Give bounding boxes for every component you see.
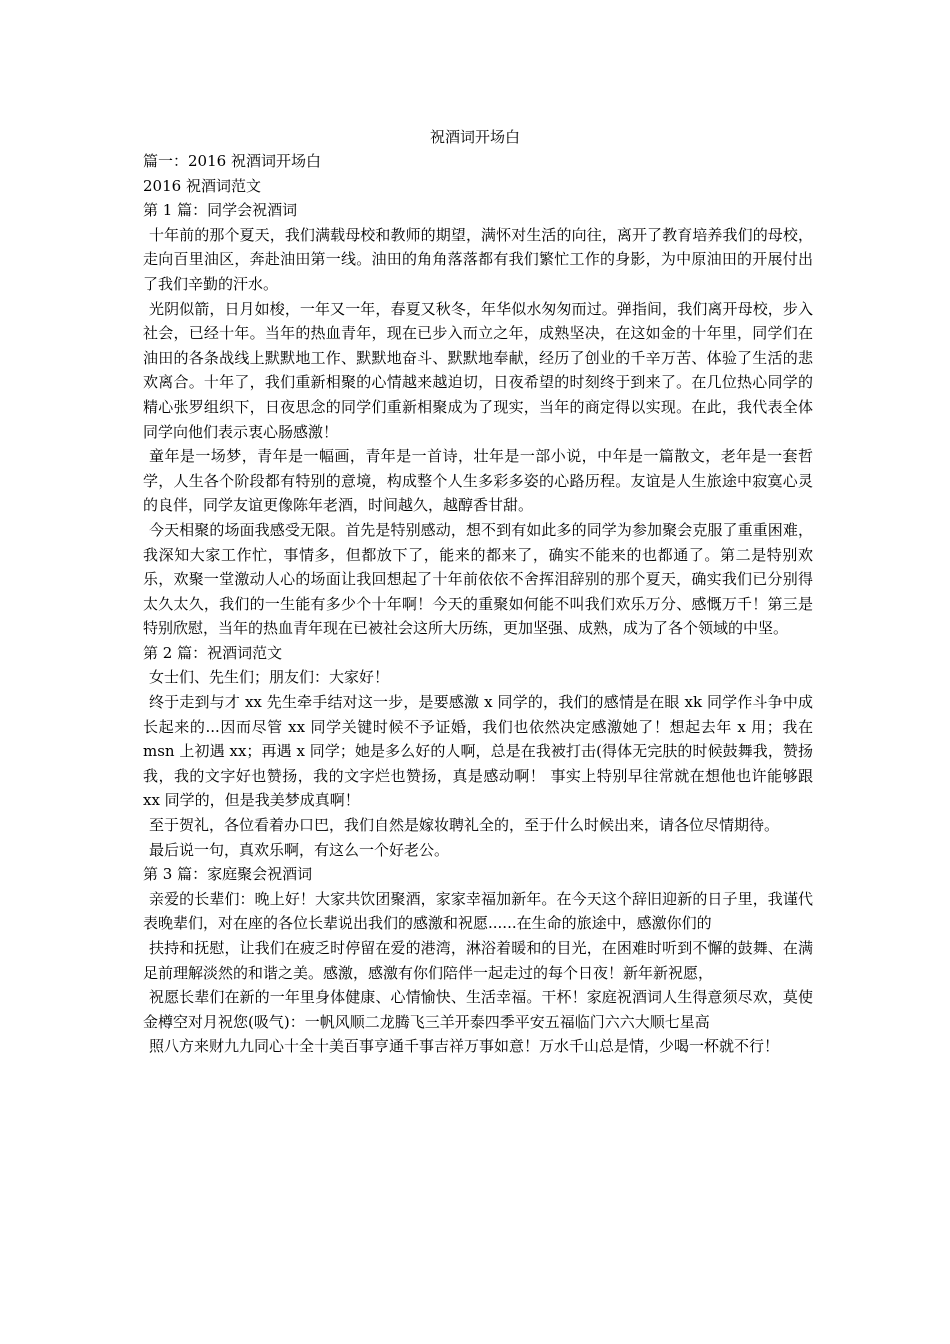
paragraph: 终于走到与才 xx 先生牵手结对这一步，是要感激 x 同学的，我们的感情是在眼 xk 同学作斗争中成长起来的...因而尽管 xx 同学关键时候不予证婚，我们也依然决定感激她了！想起去年 x 用；我在 msn 上初遇 xx；再遇 x 同学；她是多么好的人啊，总是在我被打击(得体无完肤的时候鼓舞我，赞扬我，我的文字好也赞扬，我的文字烂也赞扬，真是感动啊！ 事实上特别早往常就在想他也许能够跟 xx 同学的，但是我美梦成真啊！	[143, 693, 813, 810]
paragraph: 光阴似箭，日月如梭，一年又一年，春夏又秋冬，年华似水匆匆而过。弹指间，我们离开母校，步入社会，已经十年。当年的热血青年，现在已步入而立之年，成熟坚决，在这如金的十年里，同学们在油田的各条战线上默默地工作、默默地奋斗、默默地奉献，经历了创业的千辛万苦、体验了生活的悲欢离合。十年了，我们重新相聚的心情越来越迫切，日夜希望的时刻终于到来了。在几位热心同学的精心张罗组织下，日夜思念的同学们重新相聚成为了现实，当年的商定得以实现。在此，我代表全体同学向他们表示衷心肠感激！	[143, 299, 813, 441]
heading-part-one: 篇一：2016 祝酒词开场白	[143, 152, 321, 170]
paragraph: 今天相聚的场面我感受无限。首先是特别感动，想不到有如此多的同学为参加聚会克服了重重困难，我深知大家工作忙，事情多，但都放下了，能来的都来了，确实不能来的也都通了。第二是特别欢乐，欢聚一堂激动人心的场面让我回想起了十年前依依不舍挥泪辞别的那个夏天，确实我们已分别得太久太久，我们的一生能有多少个十年啊！今天的重聚如何能不叫我们欢乐万分、感慨万千！第三是特别欣慰，当年的热血青年现在已被社会这所大历练，更加坚强、成熟，成为了各个领域的中坚。	[143, 520, 813, 638]
paragraph: 十年前的那个夏天，我们满载母校和教师的期望，满怀对生活的向往，离开了教育培养我们的母校，走向百里油区，奔赴油田第一线。油田的角角落落都有我们繁忙工作的身影，为中原油田的开展付出了我们辛勤的汗水。	[143, 225, 813, 293]
paragraph: 最后说一句，真欢乐啊，有这么一个好老公。	[149, 840, 450, 859]
paragraph: 女士们、先生们；朋友们：大家好！	[149, 668, 390, 687]
paragraph: 童年是一场梦，青年是一幅画，青年是一首诗，壮年是一部小说，中年是一篇散文，老年是一套哲学，人生各个阶段都有特别的意境，构成整个人生多彩多姿的心路历程。友谊是人生旅途中寂寞心灵的良伴，同学友谊更像陈年老酒，时间越久，越醇香甘甜。	[143, 447, 813, 515]
paragraph: 照八方来财九九同心十全十美百事亨通千事吉祥万事如意！万水千山总是情，少喝一杯就不行！	[149, 1037, 780, 1056]
document-body	[143, 149, 813, 1059]
section-heading-3: 第 3 篇：家庭聚会祝酒词	[143, 865, 313, 884]
heading-collection: 2016 祝酒词范文	[143, 176, 261, 195]
document-title: 祝酒词开场白	[429, 128, 520, 146]
paragraph: 至于贺礼，各位看着办口巴，我们自然是嫁妆聘礼全的，至于什么时候出来，请各位尽情期待。	[149, 816, 780, 835]
section-heading-1: 第 1 篇：同学会祝酒词	[143, 201, 298, 220]
paragraph: 祝愿长辈们在新的一年里身体健康、心情愉快、生活幸福。干杯！家庭祝酒词人生得意须尽欢，莫使金樽空对月祝您(吸气)：一帆风顺二龙腾飞三羊开泰四季平安五福临门六六大顺七星高	[143, 988, 813, 1031]
paragraph: 扶持和抚慰，让我们在疲乏时停留在爱的港湾，淋浴着暖和的目光，在困难时听到不懈的鼓舞、在满足前理解淡然的和谐之美。感激，感激有你们陪伴一起走过的每个日夜！新年新祝愿，	[143, 939, 813, 982]
paragraph: 亲爱的长辈们：晚上好！大家共饮团聚酒，家家幸福加新年。在今天这个辞旧迎新的日子里，我谨代表晚辈们，对在座的各位长辈说出我们的感激和祝愿......在生命的旅途中，感激你们的	[143, 889, 813, 933]
section-heading-2: 第 2 篇：祝酒词范文	[143, 643, 283, 662]
